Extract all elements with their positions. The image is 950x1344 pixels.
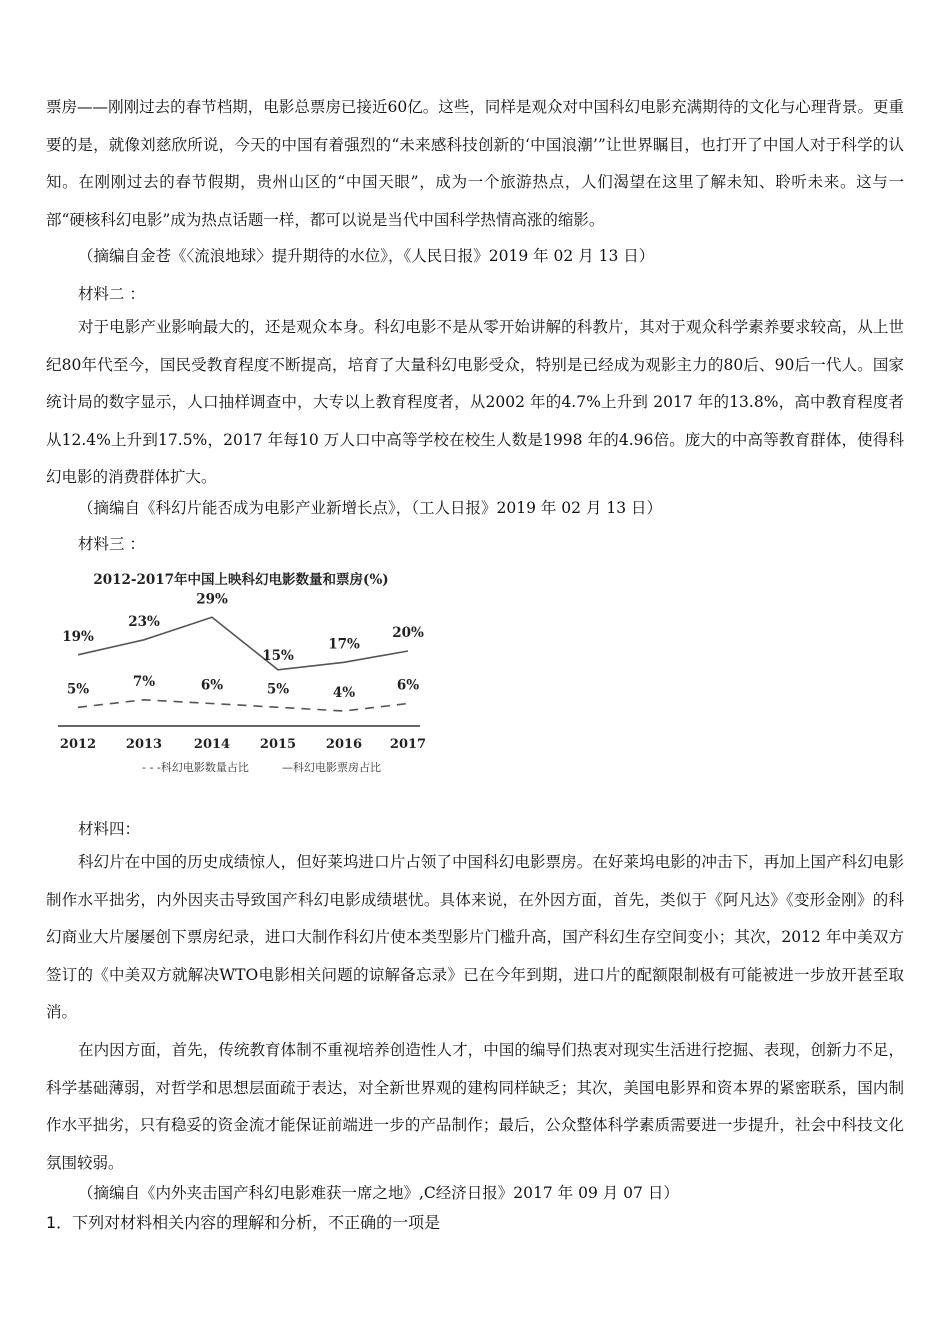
data-label-quantity-2012: 5%: [66, 681, 90, 698]
chart-svg: [46, 566, 436, 784]
material1-source: （摘编自金苍《〈流浪地球〉提升期待的水位》，《人民日报》2019 年 02 月 13 日）: [78, 247, 655, 265]
data-label-boxoffice-2014: 29%: [196, 591, 228, 608]
x-tick-2017: 2017: [389, 737, 427, 752]
material4-paragraph-1: 科幻片在中国的历史成绩惊人，但好莱坞进口片占领了中国科幻电影票房。在好莱坞电影的冲击下，再加上国产科幻电影制作水平拙劣，内外因夹击导致国产科幻电影成绩堪忧。具体来说，在外因方面，首先，类似于《阿凡达》《变形金刚》的科幻商业大片屡屡创下票房纪录，进口大制作科幻片使本类型影片门槛升高，国产科幻生存空间变小；其次，2012 年中美双方签订的《中美双方就解决WTO电影相关问题的谅解备忘录》已在今年到期，进口片的配额限制极有可能被进一步放开甚至取消。: [46, 853, 904, 1021]
chart-title: 2012-2017年中国上映科幻电影数量和票房(%): [93, 572, 389, 588]
x-tick-2015: 2015: [259, 737, 297, 752]
x-tick-2016: 2016: [325, 737, 363, 752]
material1-paragraph: 票房——刚刚过去的春节档期，电影总票房已接近60亿。这些，同样是观众对中国科幻电影充满期待的文化与心理背景。更重要的是，就像刘慈欣所说，今天的中国有着强烈的“未来感科技创新的‘中国浪潮’”让世界瞩目，也打开了中国人对于科学的认知。在刚刚过去的春节假期，贵州山区的“中国天眼”，成为一个旅游热点，人们渴望在这里了解未知、聆听未来。这与一部“硬核科幻电影”成为热点话题一样，都可以说是当代中国科学热情高涨的缩影。: [46, 98, 904, 229]
data-label-quantity-2017: 6%: [396, 677, 420, 694]
x-tick-2013: 2013: [125, 737, 163, 752]
x-tick-2012: 2012: [59, 737, 97, 752]
question-1: 1．下列对材料相关内容的理解和分析，不正确的一项是: [46, 1213, 441, 1232]
x-tick-labels: [60, 737, 426, 752]
material2-paragraph: 对于电影产业影响最大的，还是观众本身。科幻电影不是从零开始讲解的科教片，其对于观众科学素养要求较高，从上世纪80年代至今，国民受教育程度不断提高，培育了大量科幻电影受众，特别是已经成为观影主力的80后、90后一代人。国家统计局的数字显示，人口抽样调查中，大专以上教育程度者，从2002 年的4.7%上升到 2017 年的13.8%，高中教育程度者从12.4%上升到17.5%，2017 年每10 万人口中高等学校在校生人数是1998 年的4.96倍。庞大的中高等教育群体，使得科幻电影的消费群体扩大。: [46, 318, 904, 486]
material4-heading: 材料四：: [78, 820, 141, 838]
series-line-quantity: [78, 700, 408, 711]
data-label-boxoffice-2012: 19%: [62, 628, 94, 645]
data-label-quantity-2013: 7%: [132, 673, 156, 690]
data-label-quantity-2014: 6%: [200, 677, 224, 694]
legend-entry-quantity: - - -科幻电影数量占比: [142, 761, 249, 774]
material2-heading: 材料二 ：: [78, 285, 145, 303]
data-label-quantity-2016: 4%: [332, 685, 356, 701]
line-chart: [46, 566, 436, 784]
material4-paragraph-2: 在内因方面，首先，传统教育体制不重视培养创造性人才，中国的编导们热衷对现实生活进行挖掘、表现，创新力不足，科学基础薄弱，对哲学和思想层面疏于表达，对全新世界观的建构同样缺乏；其次，美国电影界和资本界的紧密联系，国内制作水平拙劣，只有稳妥的资金流才能保证前端进一步的产品制作；最后，公众整体科学素质需要进一步提升，社会中科技文化氛围较弱。: [46, 1041, 904, 1172]
data-label-quantity-2015: 5%: [266, 681, 290, 698]
series-group: [78, 617, 408, 711]
material2-source: （摘编自《科幻片能否成为电影产业新增长点》，（工人日报》2019 年 02 月 13 日）: [78, 499, 663, 517]
x-tick-2014: 2014: [193, 737, 231, 752]
data-label-boxoffice-2017: 20%: [392, 625, 424, 641]
data-label-boxoffice-2013: 23%: [128, 613, 160, 630]
legend-entry-boxoffice: —科幻电影票房占比: [282, 761, 381, 774]
material4-source: （摘编自《内外夹击国产科幻电影难获一席之地》,C经济日报》2017 年 09 月 07 日）: [78, 1184, 679, 1202]
data-label-boxoffice-2016: 17%: [328, 636, 360, 653]
material3-heading: 材料三 ：: [78, 535, 145, 553]
data-label-boxoffice-2015: 15%: [262, 647, 294, 664]
